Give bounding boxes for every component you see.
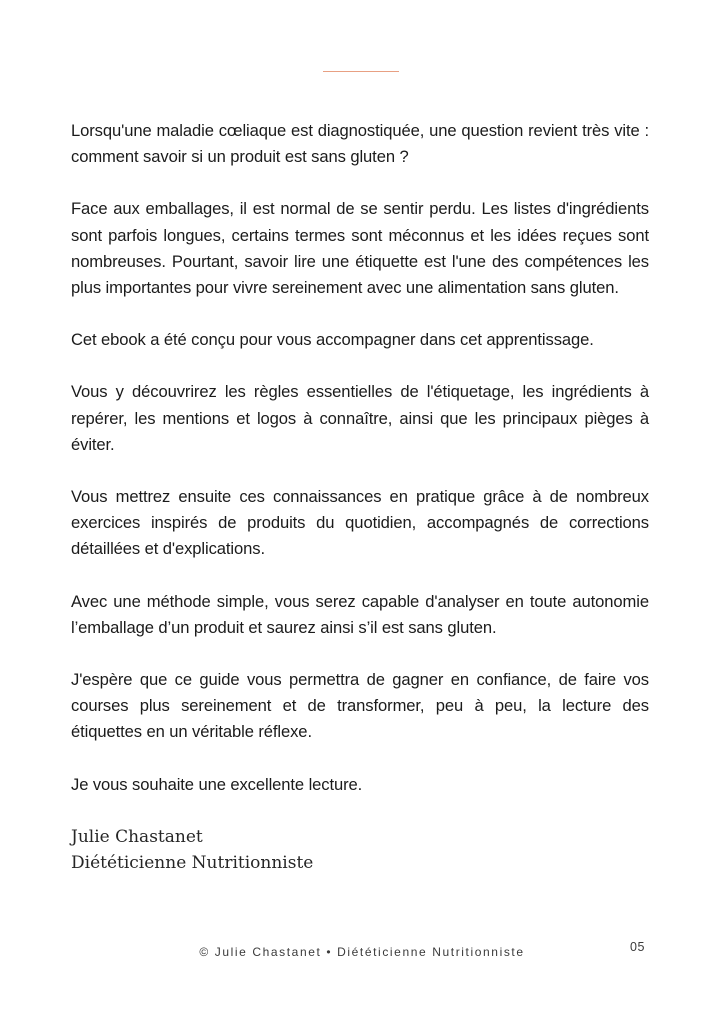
paragraph-rules: Vous y découvrirez les règles essentielles de l'étiquetage, les ingrédients à repérer, les mentions et logos à connaître, ainsi que les principaux pièges à éviter. xyxy=(71,382,649,454)
page-number: 05 xyxy=(630,940,645,954)
decorative-top-rule xyxy=(323,71,399,72)
page-body xyxy=(71,118,649,876)
signature-name: Julie Chastanet xyxy=(71,826,203,847)
paragraph-hope: J'espère que ce guide vous permettra de gagner en confiance, de faire vos courses plus sereinement et de transformer, peu à peu, la lecture des étiquettes en un véritable réflexe. xyxy=(71,670,649,742)
paragraph-exercises: Vous mettrez ensuite ces connaissances en pratique grâce à de nombreux exercices inspirés de produits du quotidien, accompagnés de corrections détaillées et d'explications. xyxy=(71,487,649,559)
paragraph-intro: Lorsqu'une maladie cœliaque est diagnostiquée, une question revient très vite : comment savoir si un produit est sans gluten ? xyxy=(71,121,649,167)
paragraph-packaging: Face aux emballages, il est normal de se sentir perdu. Les listes d'ingrédients sont parfois longues, certains termes sont méconnus et les idées reçues sont nombreuses. Pourtant, savoir lire une étiquette est l'une des compétences les plus importantes pour vivre sereinement avec une alimentation sans gluten. xyxy=(71,199,649,298)
paragraph-ebook-purpose: Cet ebook a été conçu pour vous accompagner dans cet apprentissage. xyxy=(71,330,594,350)
paragraph-closing: Je vous souhaite une excellente lecture. xyxy=(71,774,363,794)
signature-title: Diététicienne Nutritionniste xyxy=(71,852,314,873)
paragraph-method: Avec une méthode simple, vous serez capable d'analyser en toute autonomie l’emballage d’un produit et saurez ainsi s’il est sans gluten. xyxy=(71,591,649,637)
signature-block xyxy=(71,824,649,876)
page-footer: © Julie Chastanet • Diététicienne Nutritionniste xyxy=(199,945,525,959)
